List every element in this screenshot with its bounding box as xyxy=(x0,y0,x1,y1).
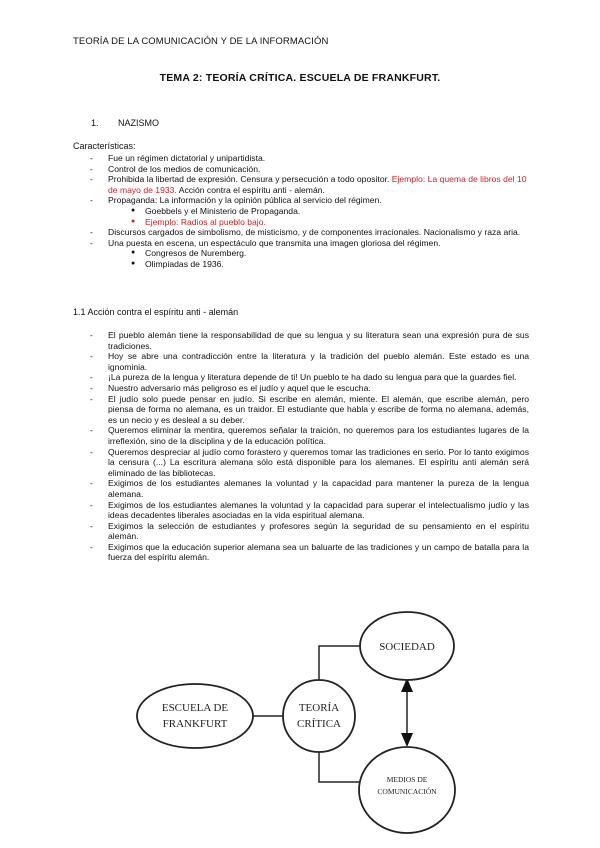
list-item xyxy=(73,238,529,249)
teoria-label-2: CRÍTICA xyxy=(297,718,341,730)
example-text: Ejemplo: Radios al pueblo bajo. xyxy=(145,216,266,227)
item-text: Nuestro adversario más peligroso es el judío y aquel que le escucha. xyxy=(108,382,371,393)
item-text: Fue un régimen dictatorial y unipartidista. xyxy=(108,153,266,163)
document-title: TEMA 2: TEORÍA CRÍTICA. ESCUELA DE FRANKFURT. xyxy=(159,72,441,84)
sociedad-label: SOCIEDAD xyxy=(379,641,435,653)
accion-list xyxy=(73,330,529,563)
list-item xyxy=(73,227,529,238)
item-text: Una puesta en escena, un espectáculo que transmita una imagen gloriosa del régimen. xyxy=(108,237,441,248)
list-item xyxy=(73,500,529,521)
bullet-icon: ● xyxy=(131,206,136,214)
dash-icon: - xyxy=(90,195,93,206)
dash-icon: - xyxy=(90,227,93,238)
list-item xyxy=(73,330,529,351)
list-item xyxy=(73,394,529,426)
item-text: Queremos eliminar la mentira, queremos señalar la traición, no queremos para los estudiantes lugares de la irreflexión, sino de la disciplina y de la educación política. xyxy=(108,425,529,446)
dash-icon: - xyxy=(90,446,93,457)
node-teoria-critica xyxy=(283,680,355,752)
arrow-down-icon xyxy=(401,733,413,747)
list-item xyxy=(73,425,529,446)
list-item xyxy=(73,521,529,542)
dash-icon: - xyxy=(90,174,93,185)
bullet-icon: ● xyxy=(131,259,136,267)
dash-icon: - xyxy=(90,372,93,383)
bullet-icon: ● xyxy=(131,217,136,225)
item-text: Congresos de Nuremberg. xyxy=(145,248,247,259)
frankfurt-diagram xyxy=(133,610,463,845)
dash-icon: - xyxy=(90,541,93,552)
item-text: Exigimos de los estudiantes alemanes la voluntad y la capacidad para superar el intelectualismo judío y las ideas decadentes liberales asociadas en la vida espiritual alemana. xyxy=(108,499,529,521)
item-text: Queremos despreciar al judío como forastero y queremos tomar las tradiciones en serio. Por lo tanto exigimos la censura (...) La escritura alemana sólo está disponible para los alemanes. El espíritu anti alemán será eliminado de las bibliotecas. xyxy=(108,446,529,478)
dash-icon: - xyxy=(90,393,93,404)
section-label: NAZISMO xyxy=(118,118,160,128)
example-text: Ejemplo: La quema de libros del 10 de mayo de 1933. xyxy=(108,174,527,195)
section-heading-nazismo xyxy=(91,118,159,128)
dash-icon: - xyxy=(90,478,93,489)
section-number: 1. xyxy=(91,118,99,128)
item-text: El judío solo puede pensar en judío. Si escribe en alemán, miente. El alemán, que escribe alemán, pero piensa de forma no alemana, es un traidor. El estudiante que habla y escribe de forma no alemana, además, es un necio y es desleal a su deber. xyxy=(108,393,529,425)
sub-list-item xyxy=(73,206,529,217)
caracteristicas-label: Características: xyxy=(73,141,136,151)
item-text: Olimpiadas de 1936. xyxy=(145,258,224,269)
sub-list-item xyxy=(73,248,529,259)
escuela-label-2: FRANKFURT xyxy=(162,718,228,730)
list-item xyxy=(73,174,529,195)
item-text: Exigimos de los estudiantes alemanes la voluntad y la capacidad para mantener la pureza de la lengua alemana. xyxy=(108,478,529,499)
list-item xyxy=(73,372,529,383)
list-item xyxy=(73,195,529,206)
item-text: Exigimos la selección de estudiantes y profesores según la seguridad de su pensamiento en el espíritu alemán. xyxy=(108,520,529,542)
dash-icon: - xyxy=(90,153,93,163)
list-item xyxy=(73,164,529,175)
list-item xyxy=(73,447,529,479)
sub-list-item xyxy=(73,217,529,228)
medios-label-2: COMUNICACIÓN xyxy=(377,787,437,796)
list-item xyxy=(73,153,529,164)
bullet-icon: ● xyxy=(131,249,136,257)
item-text: Prohibida la libertad de expresión. Censura y persecución a todo opositor. xyxy=(108,174,392,185)
item-text: Discursos cargados de simbolismo, de misticismo, y de componentes irracionales. Nacionalismo y raza aria. xyxy=(108,227,521,238)
subsection-title: 1.1 Acción contra el espíritu anti - alemán xyxy=(73,307,239,317)
item-text: Hoy se abre una contradicción entre la literatura y la tradición del pueblo alemán. Este estado es una ignominia. xyxy=(108,351,529,372)
dash-icon: - xyxy=(90,425,93,436)
dash-icon: - xyxy=(90,351,93,362)
dash-icon: - xyxy=(90,237,93,248)
page-header: TEORÍA DE LA COMUNICACIÓN Y DE LA INFORMACIÓN xyxy=(73,36,329,47)
dash-icon: - xyxy=(90,330,93,340)
item-text: Propaganda: La información y la opinión pública al servicio del régimen. xyxy=(108,195,382,206)
list-item xyxy=(73,351,529,372)
caracteristicas-list xyxy=(73,153,529,270)
dash-icon: - xyxy=(90,499,93,510)
dash-icon: - xyxy=(90,520,93,531)
node-escuela-frankfurt xyxy=(137,684,253,748)
escuela-label-1: ESCUELA DE xyxy=(161,702,229,714)
list-item xyxy=(73,478,529,499)
item-text: Control de los medios de comunicación. xyxy=(108,163,261,174)
item-text: El pueblo alemán tiene la responsabilidad de que su lengua y su literatura sean una expresión pura de sus tradiciones. xyxy=(108,330,529,351)
medios-label-1: MEDIOS DE xyxy=(386,775,428,784)
sub-list-item xyxy=(73,259,529,270)
teoria-label-1: TEORÍA xyxy=(298,702,340,714)
list-item xyxy=(73,383,529,394)
item-text: ¡La pureza de la lengua y literatura depende de ti! Un pueblo te ha dado su lengua para que la guardes fiel. xyxy=(108,372,517,383)
dash-icon: - xyxy=(90,163,93,174)
list-item xyxy=(73,542,529,563)
dash-icon: - xyxy=(90,382,93,393)
item-text: Acción contra el espíritu anti - alemán. xyxy=(176,184,325,195)
item-text: Exigimos que la educación superior alemana sea un baluarte de las tradiciones y un campo de batalla para la fuerza del espíritu alemán. xyxy=(108,541,529,563)
item-text: Goebbels y el Ministerio de Propaganda. xyxy=(145,205,301,216)
